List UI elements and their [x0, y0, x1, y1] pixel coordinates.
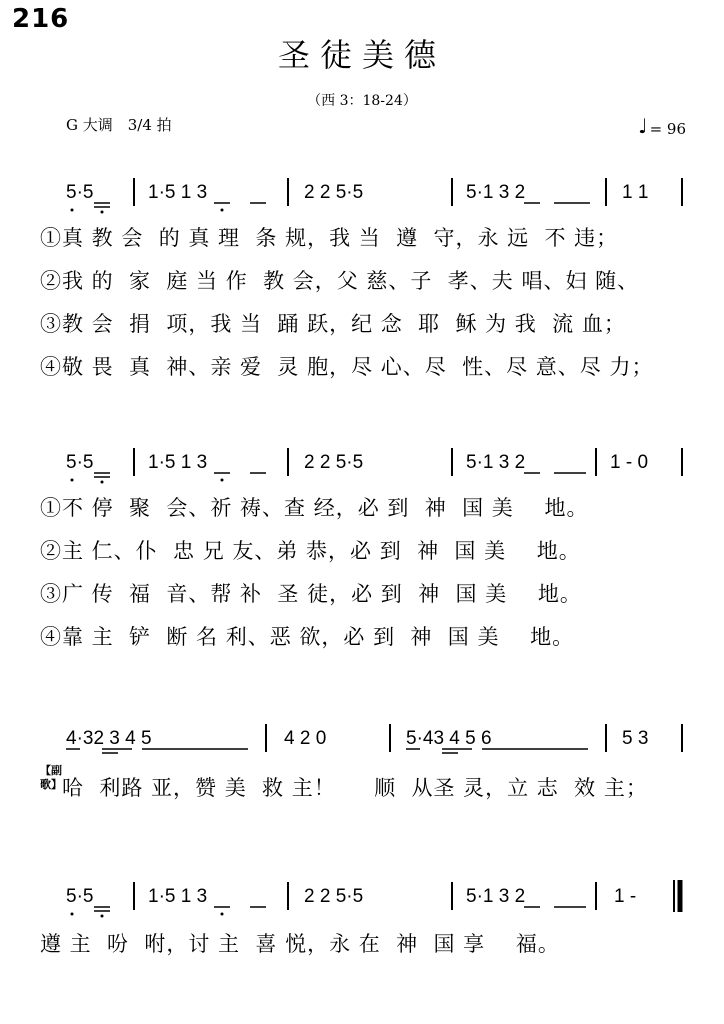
lyric-verse-4: ④靠 主 铲 断 名 利、恶 欲，必 到 神 国 美 地。 [40, 625, 575, 649]
lyrics-block-1 [40, 222, 653, 394]
note-group: 2 2 5·5 [304, 182, 364, 203]
lyric-verse-final: 遵 主 吩 咐，讨 主 喜 悦，永 在 神 国 享 福。 [40, 932, 560, 956]
scripture-reference: （西 3：18-24） [307, 93, 417, 109]
lyric-verse-1: ①真 教 会 的 真 理 条 规，我 当 遵 守，永 远 不 违； [40, 226, 619, 250]
lyric-verse-4: ④敬 畏 真 神、亲 爱 灵 胞，尽 心、尽 性、尽 意、尽 力； [40, 355, 654, 379]
lyric-verse-3: ③广 传 福 音、帮 补 圣 徒，必 到 神 国 美 地。 [40, 582, 582, 606]
lyric-verse-2: ②主 仁、仆 忠 兄 友、弟 恭，必 到 神 国 美 地。 [40, 539, 581, 563]
chorus-label: 【副歌】 [40, 764, 62, 791]
jianpu-notation-1 [66, 172, 690, 216]
notation-line-3 [66, 718, 690, 758]
hymn-number: 216 [12, 4, 70, 34]
note-group: 4 2 0 [284, 728, 327, 749]
quarter-note-icon: ♩ [638, 114, 648, 138]
jianpu-notation-4 [66, 876, 690, 920]
lyric-verse-1: ①不 停 聚 会、祈 祷、查 经，必 到 神 国 美 地。 [40, 496, 589, 520]
note-group: 5·5 [66, 452, 94, 473]
lyrics-block-4 [40, 928, 560, 971]
page-title: 圣徒美德 [277, 36, 446, 74]
note-group: 5·1 3 2 [466, 886, 526, 907]
lyric-verse-2: ②我 的 家 庭 当 作 教 会，父 慈、子 孝、夫 唱、妇 随、 [40, 269, 640, 293]
lyric-chorus-1: 哈 利路 亚，赞 美 救 主！ 顺 从圣 灵，立 志 效 主； [62, 776, 648, 800]
notation-line-1 [66, 172, 690, 212]
note-group: 5·5 [66, 886, 94, 907]
note-group: 2 2 5·5 [304, 886, 364, 907]
notation-line-4 [66, 876, 690, 916]
note-group: 5·1 3 2 [466, 452, 526, 473]
note-group: 2 2 5·5 [304, 452, 364, 473]
note-group: 1 - 0 [610, 452, 649, 473]
lyric-verse-3: ③教 会 捐 项，我 当 踊 跃，纪 念 耶 稣 为 我 流 血； [40, 312, 626, 336]
note-group: 4·32 3 4 5 [66, 728, 152, 749]
note-group: 5·1 3 2 [466, 182, 526, 203]
lyrics-block-2 [40, 492, 588, 664]
key-and-time-signature: G 大调 3/4 拍 [66, 116, 172, 134]
tempo-value: = 96 [649, 120, 686, 138]
note-group: 5·5 [66, 182, 94, 203]
note-group: 5·43 4 5 6 [406, 728, 492, 749]
tempo-marking [638, 114, 686, 138]
notation-line-2 [66, 442, 690, 482]
note-group: 1·5 1 3 [148, 452, 208, 473]
note-group: 1·5 1 3 [148, 886, 208, 907]
note-group: 1 1 [622, 182, 649, 203]
jianpu-notation-3 [66, 718, 690, 762]
jianpu-notation-2 [66, 442, 690, 486]
note-group: 1·5 1 3 [148, 182, 208, 203]
note-group: 5 3 [622, 728, 649, 749]
note-group: 1 - [614, 886, 637, 907]
